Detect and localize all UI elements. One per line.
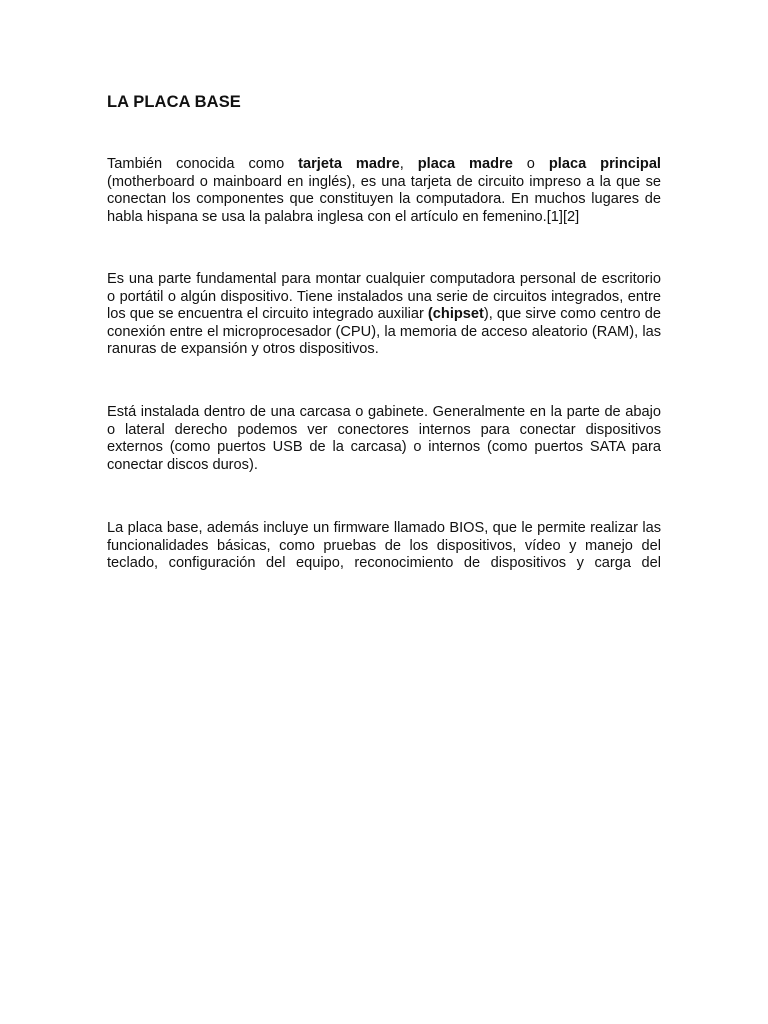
bold-term-tarjeta-madre: tarjeta madre xyxy=(298,156,400,172)
paragraph-bios: La placa base, además incluye un firmware llamado BIOS, que le permite realizar las funcionalidades básicas, como pruebas de los dispositivos, vídeo y manejo del teclado, configuración del equipo, reconocimiento de dispositivos y carga del xyxy=(107,520,661,572)
paragraph-text: También conocida como xyxy=(107,156,299,172)
paragraph-text: o xyxy=(512,156,549,172)
bold-term-placa-principal: placa principal xyxy=(548,156,661,172)
paragraph-text: Es una parte fundamental para montar cualquier computadora personal de escritorio o portátil o algún dispositivo. Tiene instalados una serie de circuitos integrados, entre los que se encuentra el circuito integrado auxiliar xyxy=(107,271,661,323)
paragraph-definition xyxy=(107,156,661,226)
paragraph-text: ), que sirve como centro de conexión entre el microprocesador (CPU), la memoria de acceso aleatorio (RAM), las ranuras de expansión y otros dispositivos. xyxy=(107,306,662,358)
bold-term-chipset: (chipset xyxy=(427,306,484,323)
bold-term-placa-madre: placa madre xyxy=(417,156,513,172)
paragraph-text: (motherboard o mainboard en inglés), es una tarjeta de circuito impreso a la que se conectan los componentes que constituyen la computadora. En muchos lugares de habla hispana se usa la palabra inglesa con el artículo en femenino.[1][2] xyxy=(107,173,661,225)
page-title: LA PLACA BASE xyxy=(107,93,241,111)
paragraph-text: , xyxy=(399,156,418,172)
paragraph-location: Está instalada dentro de una carcasa o gabinete. Generalmente en la parte de abajo o lateral derecho podemos ver conectores internos para conectar dispositivos externos (como puertos USB de la carcasa) o internos (como puertos SATA para conectar discos duros). xyxy=(107,404,661,473)
paragraph-function xyxy=(107,271,661,359)
